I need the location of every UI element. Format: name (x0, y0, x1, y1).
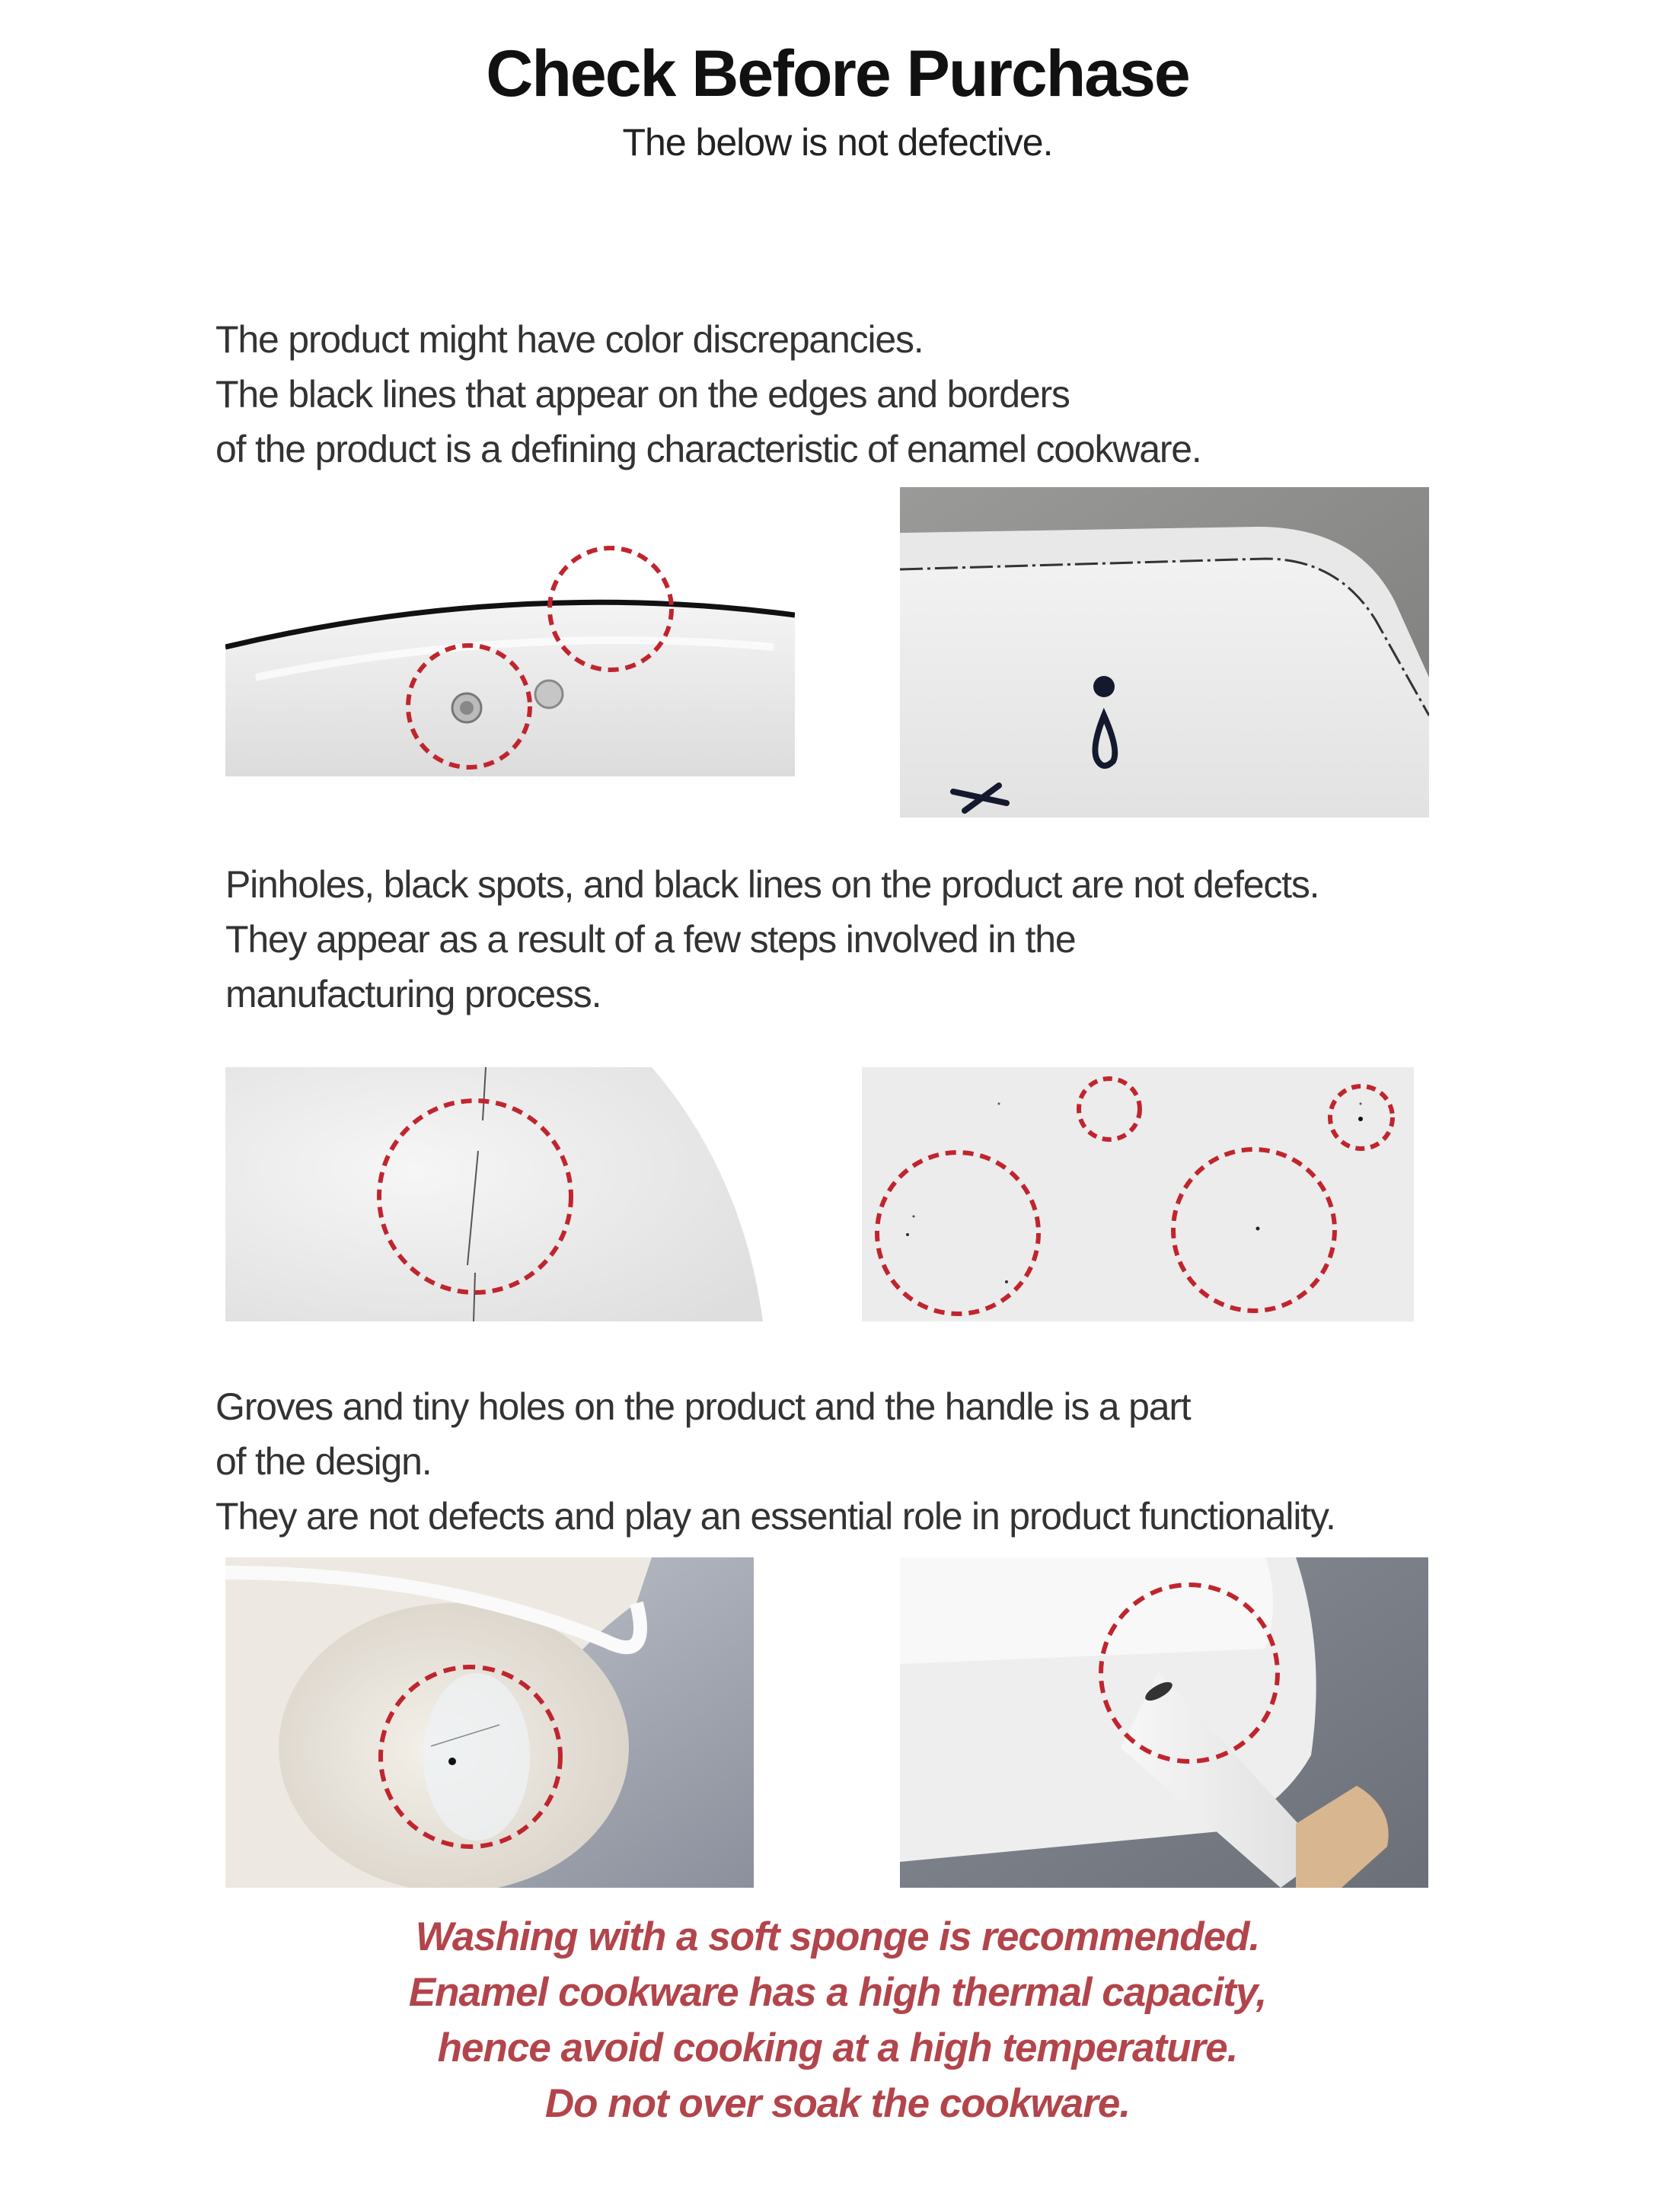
bowl-rim-photo (225, 533, 795, 776)
section-1-line-1: The product might have color discrepancies. (215, 318, 924, 361)
section-1-text (215, 312, 1201, 477)
section-3-line-1: Groves and tiny holes on the product and the handle is a part (215, 1385, 1191, 1428)
section-1-line-2: The black lines that appear on the edges and borders (215, 373, 1070, 416)
care-note-line-4: Do not over soak the cookware. (544, 2081, 1131, 2126)
section-2-line-1: Pinholes, black spots, and black lines on the product are not defects. (225, 863, 1319, 906)
black-line-closeup-photo (225, 1067, 763, 1321)
section-3-text (215, 1379, 1335, 1544)
section-2-line-3: manufacturing process. (225, 973, 601, 1015)
page-subtitle: The below is not defective. (622, 121, 1053, 164)
tray-corner-photo (900, 487, 1429, 818)
handle-groove-photo (225, 1557, 754, 1888)
section-2-line-2: They appear as a result of a few steps involved in the (225, 918, 1076, 961)
section-1-line-3: of the product is a defining characteristic of enamel cookware. (215, 428, 1201, 470)
care-note-line-1: Washing with a soft sponge is recommended. (415, 1914, 1260, 1959)
page-title: Check Before Purchase (486, 37, 1189, 110)
section-3-line-3: They are not defects and play an essential role in product functionality. (215, 1495, 1335, 1538)
care-note (0, 1909, 1675, 2131)
handle-hole-photo (900, 1557, 1428, 1888)
care-note-line-3: hence avoid cooking at a high temperature. (437, 2026, 1238, 2070)
black-spots-closeup-photo (862, 1067, 1414, 1321)
care-note-line-2: Enamel cookware has a high thermal capacity, (408, 1970, 1267, 2015)
section-3-line-2: of the design. (215, 1440, 432, 1483)
section-2-text (225, 857, 1319, 1022)
